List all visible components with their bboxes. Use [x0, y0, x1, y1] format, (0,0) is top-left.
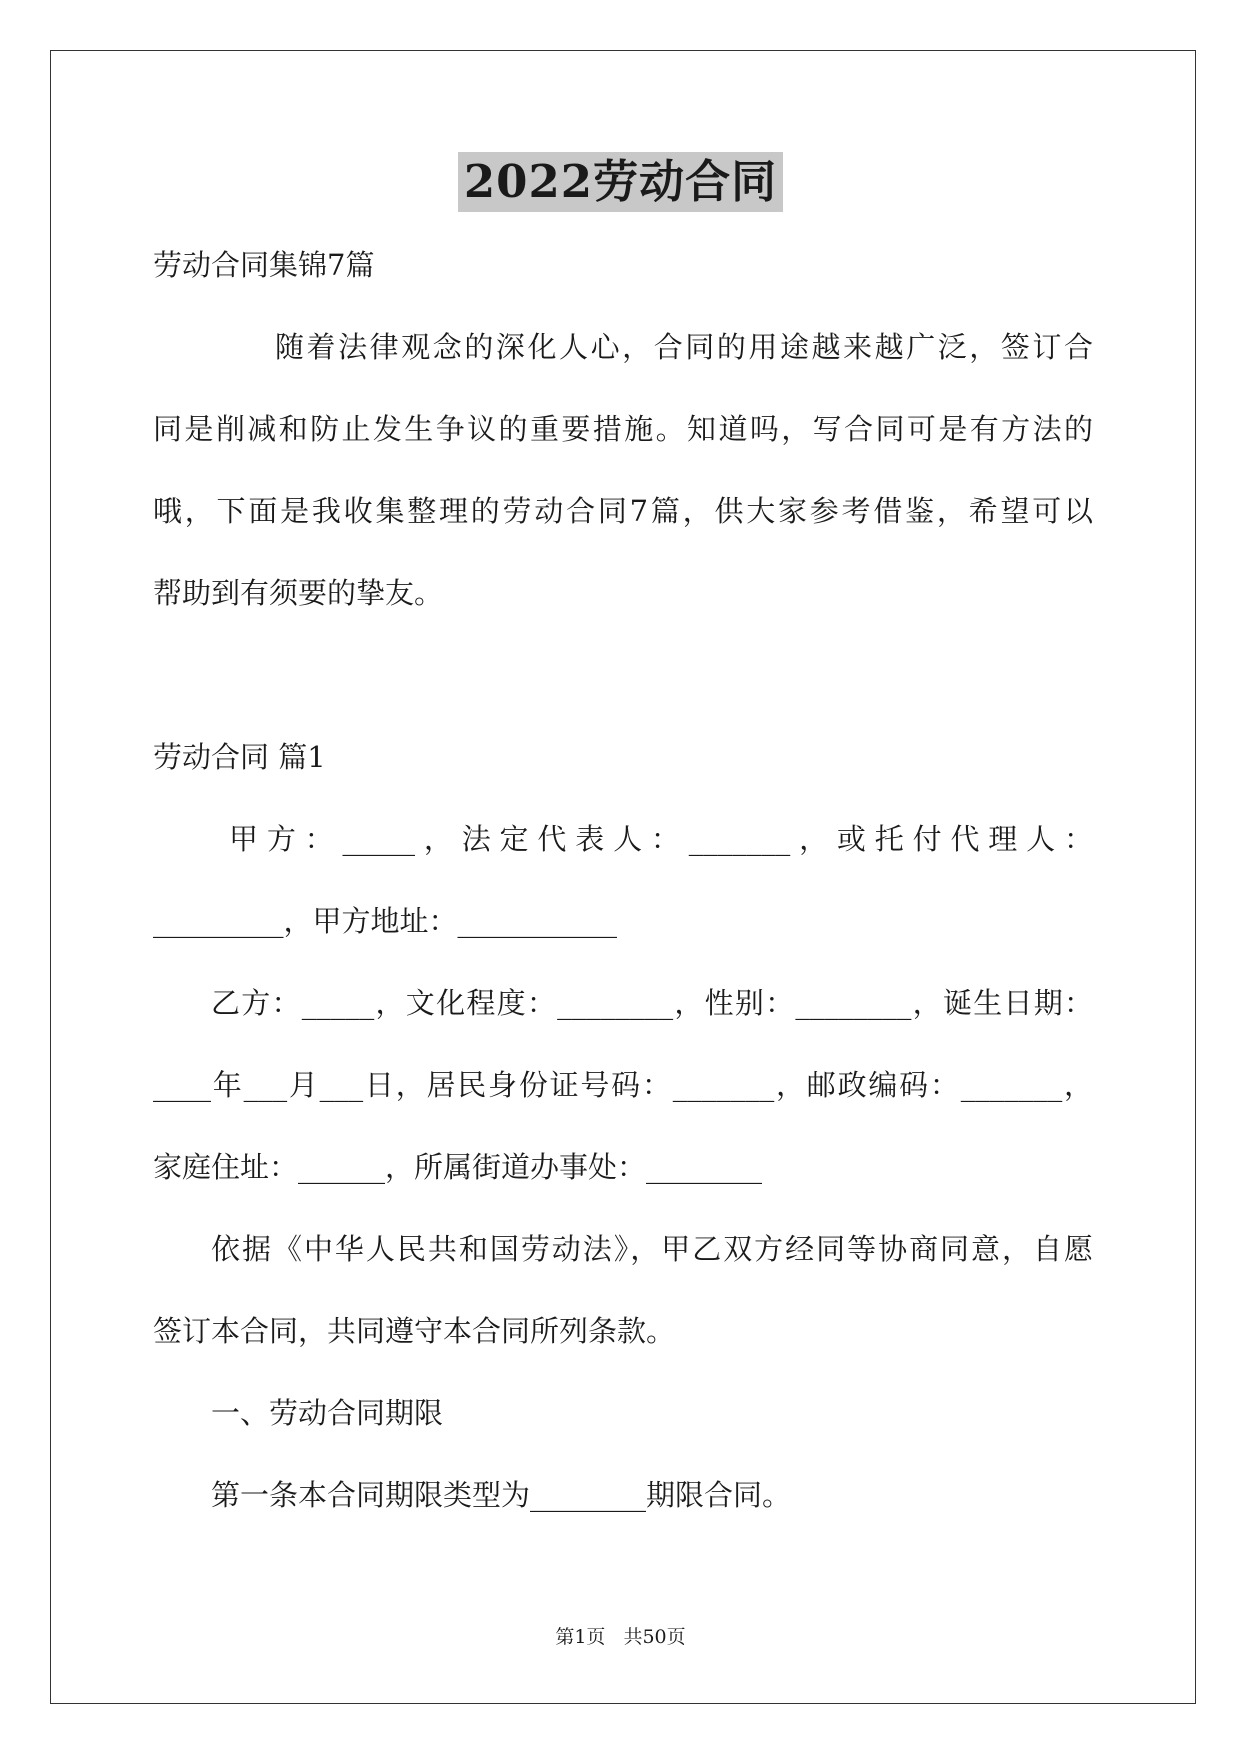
party-b-line-2: ____年___月___日，居民身份证号码：_______，邮政编码：_______，: [153, 1068, 1093, 1102]
party-a-line-2: _________，甲方地址：___________: [153, 904, 618, 938]
subtitle: 劳动合同集锦7篇: [153, 248, 375, 282]
intro-line-4: 帮助到有须要的挚友。: [153, 576, 444, 610]
party-b-line-1: 乙方：_____，文化程度：________，性别：________，诞生日期：: [211, 986, 1093, 1020]
title-wrap: [0, 152, 1241, 212]
page-number-current: 第1页: [555, 1626, 606, 1648]
basis-line-1: 依据《中华人民共和国劳动法》，甲乙双方经同等协商同意，自愿: [211, 1232, 1093, 1266]
page-number-total: 共50页: [623, 1626, 686, 1648]
basis-line-2: 签订本合同，共同遵守本合同所列条款。: [153, 1314, 676, 1348]
clause-1: 第一条本合同期限类型为________期限合同。: [211, 1478, 792, 1512]
paragraph-gap: [153, 648, 1093, 730]
document-title: 2022劳动合同: [458, 152, 783, 212]
party-a-line-1: 甲方：_____，法定代表人：_______，或托付代理人：: [229, 822, 1093, 856]
document-body: [153, 238, 1093, 1550]
intro-line-1: 随着法律观念的深化人心，合同的用途越来越广泛，签订合: [275, 330, 1093, 364]
clause-heading-1: 一、劳动合同期限: [211, 1396, 444, 1430]
page-footer: [0, 1622, 1241, 1649]
section-heading: 劳动合同 篇1: [153, 740, 326, 774]
intro-line-3: 哦，下面是我收集整理的劳动合同7篇，供大家参考借鉴，希望可以: [153, 494, 1093, 528]
intro-line-2: 同是削减和防止发生争议的重要措施。知道吗，写合同可是有方法的: [153, 412, 1093, 446]
party-b-line-3: 家庭住址：______，所属街道办事处：________: [153, 1150, 763, 1184]
